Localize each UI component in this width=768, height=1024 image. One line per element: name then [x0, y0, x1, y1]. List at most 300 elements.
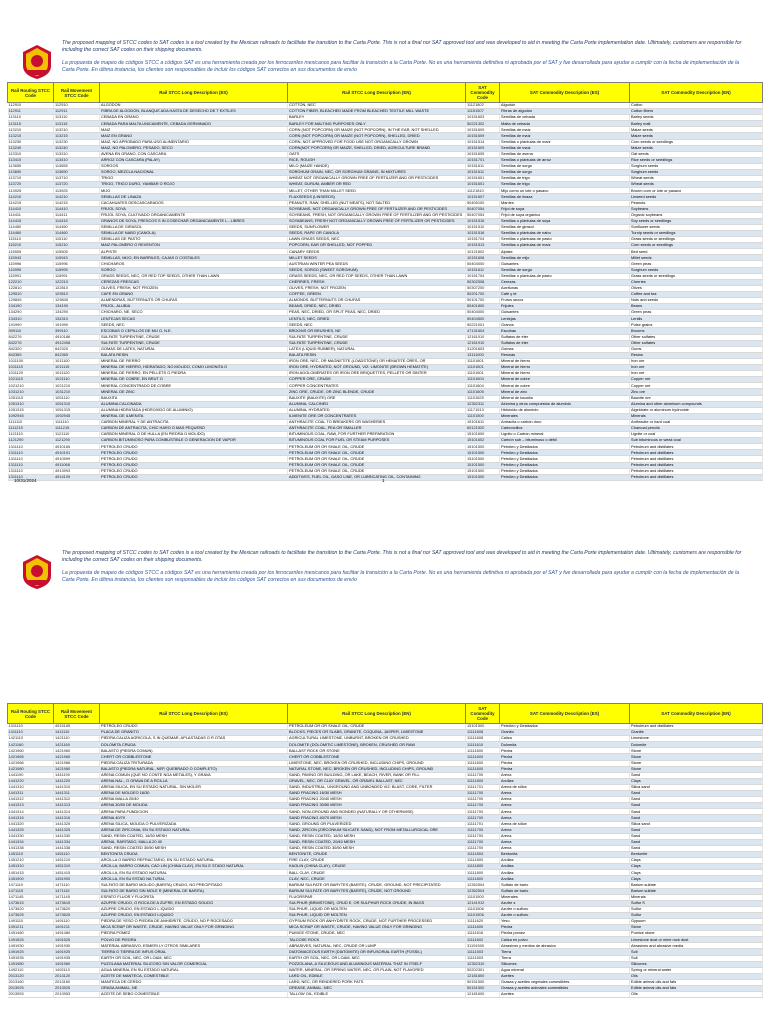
table-cell: 1421980 — [8, 766, 54, 772]
column-header: SAT Commodity Description (ES) — [500, 704, 630, 724]
table-cell: Green peas — [630, 261, 763, 267]
table-cell: ARCILLA, EN SU ESTADO NATURAL — [100, 870, 288, 876]
table-cell: BALLAST ROCK OR STONE — [288, 748, 466, 754]
table-cell: Frijol de soya — [500, 206, 630, 212]
table-cell: 12352311 — [466, 401, 500, 407]
table-cell: 50151500 — [466, 979, 500, 985]
table-cell: SOYBEANS, FRESH, NOT ORGANICALLY GROWN FREE OF FERTILIZER AND OR PESTICIDES — [288, 212, 466, 218]
table-row — [8, 784, 763, 790]
table-cell: Café y té — [500, 291, 630, 297]
table-cell: IRON ORE, NEC, OR MAGNETITE (LOADSTONE) OR HEMATITE ORES, OR — [288, 358, 466, 364]
table-cell: 129510 — [54, 291, 100, 297]
table-cell: Sorghum seeds — [630, 170, 763, 176]
table-row — [8, 212, 763, 218]
table-cell: 11111503 — [466, 949, 500, 955]
table-cell: Minerals — [630, 413, 763, 419]
table-cell: PIEDRA POMEZ — [100, 931, 288, 937]
table-cell: Rice seeds or seedlings — [630, 157, 763, 163]
table-cell: 114410 — [8, 206, 54, 212]
table-cell: LARD OIL, EDIBLE — [288, 973, 466, 979]
table-cell: MINERAL DE ILMENITA — [100, 413, 288, 419]
table-cell: 1021210 — [8, 383, 54, 389]
table-cell: Carbón sub – bituminoso o débil — [500, 438, 630, 444]
table-cell: TALCOSE ROCK — [288, 937, 466, 943]
table-cell: 113210 — [8, 127, 54, 133]
table-cell: 11111610 — [466, 742, 500, 748]
table-cell: Stone — [630, 766, 763, 772]
table-cell: SAND, NON-GROUND AND BONDED (NATURALLY OR OTHERWISE) — [288, 809, 466, 815]
table-cell: Silica sand — [630, 784, 763, 790]
table-cell: 1441312 — [54, 797, 100, 803]
table-cell: Escobas — [500, 328, 630, 334]
table-cell: BAUXITA — [100, 395, 288, 401]
table-cell: 60121520 — [466, 425, 500, 431]
table-cell: Sulfur — [630, 912, 763, 918]
table-cell: GYPSUM ROCK OR ANHYDRITE ROCK, CRUDE, NOT FURTHER PROCESSED — [288, 919, 466, 925]
column-header: Rail STCC Long Description (EN) — [288, 83, 466, 103]
table-cell: 112911 — [54, 109, 100, 115]
table-cell: 129510 — [8, 291, 54, 297]
table-row — [8, 474, 763, 480]
table-cell: AZUFRE CRUDO, EN ESTADO L IQUIDO — [100, 906, 288, 912]
table-cell: PETROLEUM OR OR SHALE OIL, CRUDE — [288, 450, 466, 456]
table-cell: SAND, PAVING OR BUILDING, OR LAKE, BEACH, RIVER, BANK OR FILL — [288, 772, 466, 778]
table-cell: 1441338 — [8, 845, 54, 851]
table-cell: CARBON MINERAL O DE HULLA (EN PIEDRA O MOLIDO) — [100, 432, 288, 438]
table-cell: FLAXSEEDS (LINSEEDS) — [288, 194, 466, 200]
table-cell: Minerales — [500, 894, 630, 900]
table-cell: 50101700 — [466, 298, 500, 304]
table-cell: PIEDRA CALIZA AGRICOLA, S IN QUEMAR, APLASTADAS O R OTAS — [100, 736, 288, 742]
table-cell: Semillas o plántulas de pasto — [500, 273, 630, 279]
table-cell: Limestone — [630, 736, 763, 742]
table-cell: MILLET, OTHER THAN MILLET SEED — [288, 188, 466, 194]
table-cell: 50221001 — [466, 322, 500, 328]
table-cell: ARENA DE MOLDEO 16/30 — [100, 791, 288, 797]
table-cell: Azufre o sulfuro — [500, 912, 630, 918]
table-cell: 1421965 — [8, 754, 54, 760]
table-cell: Petróleo y Destilados — [500, 468, 630, 474]
column-header: Rail STCC Long Description (EN) — [288, 704, 466, 724]
table-cell: 1471145 — [8, 894, 54, 900]
column-header: SAT Commodity Description (EN) — [630, 704, 763, 724]
table-cell: POPCORN, EAR OR SHELLED, NOT POPPED — [288, 243, 466, 249]
table-cell: Caliza — [500, 736, 630, 742]
table-cell: SEMILLAS DE LINAZA — [100, 194, 288, 200]
table-cell: 15101500 — [466, 456, 500, 462]
table-cell: Broom corn or lote or pasavo — [630, 188, 763, 194]
table-cell: BENTONITA CRUDA — [100, 851, 288, 857]
table-cell: SAND, INDUSTRIAL, UNGROUND AND UNBONDED VIZ: BLAST, CORE, FILTER — [288, 784, 466, 790]
table-cell: NATURAL STONE, NEC, BROKEN OR CRUSHED, INCLUDING CHIPS, GROUND — [288, 766, 466, 772]
table-cell: PEANUTS, RAW, SHELLED (NUT MEATS), NOT SALTED — [288, 200, 466, 206]
table-cell: Arcillas — [500, 858, 630, 864]
table-cell: Arena — [500, 833, 630, 839]
table-cell: 11101506 — [466, 912, 500, 918]
table-cell: GRANOS DE SOYA, FRESCOS S IN COSECHAR ORGANICAMENTE L...LIBRES — [100, 218, 288, 224]
table-cell: Other sulfates — [630, 340, 763, 346]
table-cell: COTTON, NEC — [288, 103, 466, 109]
table-cell: Maize seeds — [630, 127, 763, 133]
table-cell: Silica sand — [630, 821, 763, 827]
table-cell: 1441220 — [8, 778, 54, 784]
table-cell: 11111600 — [466, 754, 500, 760]
table-cell: Mineral de cobre — [500, 377, 630, 383]
table-cell: Semillas o plántulas de pasto — [500, 237, 630, 243]
table-cell: 1491980 — [54, 961, 100, 967]
table-cell: Semillas o plántulas de maíz — [500, 139, 630, 145]
table-cell: CEBADA EN GRANO — [100, 115, 288, 121]
table-cell: 13111000 — [466, 352, 500, 358]
table-cell: 399110 — [54, 328, 100, 334]
table-cell: 1421966 — [8, 760, 54, 766]
table-cell: Yeso — [500, 919, 630, 925]
table-cell: 2013160 — [54, 979, 100, 985]
table-cell: Maize seeds — [630, 145, 763, 151]
table-cell: 4910191 — [54, 450, 100, 456]
table-cell: 10151510 — [466, 224, 500, 230]
table-cell: SULPHUR, LIQUID OR MOLTEN — [288, 912, 466, 918]
table-row — [8, 967, 763, 973]
table-cell: 1491110 — [54, 919, 100, 925]
table-cell: BENTONITE, CRUDE — [288, 851, 466, 857]
table-cell: BARIUM SULFATE OR BARYTES (BARITE), CRUDE, GROUND, NOT PRECIPITATED — [288, 882, 466, 888]
table-cell: DIATOMACEOUS EARTH (DIATOMITE) OR INFUSORIAL EARTH (FOSSIL) — [288, 949, 466, 955]
table-cell: 1031210 — [54, 389, 100, 395]
table-cell: Lentejas — [500, 316, 630, 322]
table-cell: 1441310 — [8, 784, 54, 790]
table-cell: Edible animal oils and fats — [630, 986, 763, 992]
table-cell: 4910165 — [54, 444, 100, 450]
table-cell: 1492110 — [8, 967, 54, 973]
table-cell: Dolomita — [500, 742, 630, 748]
table-cell: Stone — [630, 754, 763, 760]
table-cell: TRIGO, TRIGO DURO, YAMBAR O ROJO — [100, 182, 288, 188]
table-cell: Sand — [630, 827, 763, 833]
table-cell: 115996 — [54, 261, 100, 267]
table-cell: 10151609 — [466, 133, 500, 139]
table-cell: Linseed seeds — [630, 194, 763, 200]
table-cell: ARENA COMUN (QUE NO CONTE NGA METALES), Y GRAVA — [100, 772, 288, 778]
table-cell: Petroleum and distillates — [630, 468, 763, 474]
table-cell: 1491480 — [8, 931, 54, 937]
table-cell: CHERT OR COBBLESTONE — [288, 754, 466, 760]
table-cell: 1421110 — [8, 736, 54, 742]
table-cell: 1491930 — [54, 943, 100, 949]
table-cell: Arena — [500, 772, 630, 778]
table-cell: PLACA DE GRANITO — [100, 730, 288, 736]
table-cell: WATER, MINERAL, OR SPRING WATER, NEC, OR PLAIN, NOT FLAVORED — [288, 967, 466, 973]
table-cell: 11101500 — [466, 894, 500, 900]
table-cell: 1473620 — [8, 906, 54, 912]
table-cell: 1441320 — [8, 821, 54, 827]
table-cell: Semillas o plántulas de maíz — [500, 243, 630, 249]
table-cell: 1421110 — [54, 736, 100, 742]
disclaimer-spanish: La propuesta de mapeo de códigos STCC a códigos SAT es una herramienta creada por los ferrocarriles mexicanos para facilitar la transición a la Carta Porte. No es una herramienta definitiva ni aprobada por el SAT y fue desarrollada para ayudar a cumplir con la fecha de implementación de la Carta Porte. En última instancia, los clientes son responsables de incluir los códigos SAT correctos en sus documentos de envío — [62, 60, 740, 73]
table-cell: ALUMINA, HYDRATED — [288, 407, 466, 413]
table-cell: Petróleo y Destilados — [500, 456, 630, 462]
table-cell: 11111503 — [466, 955, 500, 961]
table-cell: BARLEY FOR MALTING PURPOSES ONLY — [288, 121, 466, 127]
table-cell: TIERRA O TIERRA DE INFUS ORIAL — [100, 949, 288, 955]
table-cell: Semillas de maíz — [500, 145, 630, 151]
table-cell: 11111800 — [466, 876, 500, 882]
table-cell: COPPER CONCENTRATES — [288, 383, 466, 389]
table-cell: 1491925 — [54, 949, 100, 955]
table-cell: Piedra — [500, 760, 630, 766]
table-cell: 113115 — [8, 121, 54, 127]
table-cell: Soy seeds or seedlings — [630, 218, 763, 224]
column-header: Rail Routing STCC Code — [8, 704, 54, 724]
table-cell: Sand — [630, 791, 763, 797]
table-cell: 10151609 — [466, 145, 500, 151]
table-cell: Mineral de hierro — [500, 371, 630, 377]
table-cell: Millet seeds — [630, 255, 763, 261]
table-cell: ARCILLA, BARRO COMUN, CAO LIN (CHINA CLAY), EN SU E STADO NATURAL — [100, 864, 288, 870]
table-cell: PUZOLANA MATERIAL SILICOSO SIN VALOR COMERCIAL — [100, 961, 288, 967]
cpkc-logo-icon — [20, 44, 54, 80]
table-cell: Arena de sílice — [500, 784, 630, 790]
table-cell: 1473615 — [8, 900, 54, 906]
table-cell: 1311110 — [8, 450, 54, 456]
table-cell: 122810 — [8, 285, 54, 291]
table-cell: 1441310 — [54, 784, 100, 790]
table-cell: Mineral de cobre — [500, 383, 630, 389]
table-cell: Sorghum seeds — [630, 267, 763, 273]
table-cell: SEEDS, SORGO (SWEET SORGHUM) — [288, 267, 466, 273]
table-cell: 2013925 — [54, 986, 100, 992]
disclaimer-english: The proposed mapping of STCC codes to SAT codes is a tool created by the Mexican railroads to facilitate the transition to the Carta Porte. This is not a final nor SAT approved tool and was developed to aid in meeting the Carta Porte implementation date. Ultimately, customers are responsible for including the correct SAT codes on their shipping documents. — [62, 550, 742, 563]
table-cell: 10151516 — [466, 218, 500, 224]
table-cell: 11101625 — [466, 395, 500, 401]
table-cell: 134310 — [54, 316, 100, 322]
table-cell: 1031210 — [8, 389, 54, 395]
table-cell: Fibras de algodón — [500, 109, 630, 115]
table-cell: PETROLEO CRUDO — [100, 468, 288, 474]
table-cell: 115943 — [54, 255, 100, 261]
table-cell: 1441313 — [54, 803, 100, 809]
table-cell: Algodón — [500, 103, 630, 109]
table-cell: SAND FRACING 30/50 MESH — [288, 803, 466, 809]
table-cell: SAND, RESIN COATED, 16/30 MESH — [288, 833, 466, 839]
table-cell: Abrasives and abrasive media — [630, 943, 763, 949]
table-cell: Arena de sílice — [500, 821, 630, 827]
table-cell: SULFATE TURPENTINE, CRUDE — [288, 334, 466, 340]
table-cell: Beans — [630, 304, 763, 310]
table-cell: 113690 — [8, 170, 54, 176]
table-cell: 1491935 — [54, 955, 100, 961]
table-cell: Dolomite — [630, 742, 763, 748]
table-cell: BROOMS OR BRUSHES, NE — [288, 328, 466, 334]
table-cell: Arena — [500, 827, 630, 833]
table-cell: ALMENDRAS, BUTTERNUTS OR CHUFAS — [100, 298, 288, 304]
table-cell: 1411110 — [8, 730, 54, 736]
table-cell: DOLOMITA CRUDA — [100, 742, 288, 748]
table-cell: 113240 — [8, 145, 54, 151]
table-cell: Clays — [630, 870, 763, 876]
table-cell: FRIJOL SOYA, CULTIVADO ORGANICAMENTE — [100, 212, 288, 218]
table-cell: 15101500 — [466, 468, 500, 474]
table-cell: ABRASIVES, NATURAL, NEC, CRUDE OR LUMP — [288, 943, 466, 949]
table-cell: CORN (NOT POPCORN) OR MAIZE (NOT POPCORN), SHELLED, DRIED — [288, 133, 466, 139]
table-cell: SOYBEANS, NOT ORGANICALLY GROWN FREE OF FERTILIZER AND OR PESTICIDES — [288, 206, 466, 212]
table-cell: Bauxite ore — [630, 395, 763, 401]
table-cell: CHERRIES, FRESH — [288, 279, 466, 285]
table-cell: Piedra — [500, 754, 630, 760]
table-cell: SAND, RESIN COATED 30/50 MESH — [288, 845, 466, 851]
table-cell: Sub bituminous or weak coal — [630, 438, 763, 444]
table-cell: 1092945 — [54, 413, 100, 419]
table-cell: 1451900 — [8, 876, 54, 882]
table-cell: Bentonite — [630, 851, 763, 857]
table-cell: 113240 — [54, 145, 100, 151]
table-cell: Spring or mineral water — [630, 967, 763, 973]
table-cell: ALUMINA, CALCINED — [288, 401, 466, 407]
table-row — [8, 145, 763, 151]
table-cell: 113110 — [8, 115, 54, 121]
table-cell: 1421980 — [54, 766, 100, 772]
table-cell: MILO (MAIZE HANDE) — [288, 163, 466, 169]
table-cell: 115505 — [8, 249, 54, 255]
table-cell: 10151611 — [466, 267, 500, 273]
table-cell: Lignito o Carbón mineral — [500, 432, 630, 438]
table-cell: ESPATO FLUOR Y FLUORITA — [100, 894, 288, 900]
table-cell: 11111800 — [466, 870, 500, 876]
table-cell: 113710 — [54, 176, 100, 182]
column-header: SAT Commodity Description (ES) — [500, 83, 630, 103]
table-cell: Petróleo y Destilados — [500, 444, 630, 450]
table-cell: Clays — [630, 876, 763, 882]
table-cell: Caliza en polvo — [500, 937, 630, 943]
table-cell: SULFATE TURPENTINE, CRUDE — [100, 334, 288, 340]
table-cell: Piedra pómez — [500, 931, 630, 937]
table-cell: CANARY SEEDS — [288, 249, 466, 255]
table-cell: 11111608 — [466, 736, 500, 742]
table-cell: Green peas — [630, 310, 763, 316]
table-cell: Gums — [630, 346, 763, 352]
table-cell: 4913993 — [54, 468, 100, 474]
table-cell: Sulfato de bario — [500, 882, 630, 888]
table-cell: CORN, NOT APPROVED FOR FOOD USE NOT ORGANICALLY GROWN — [288, 139, 466, 145]
document-page-2 — [0, 510, 768, 1024]
table-cell: Gypsum — [630, 919, 763, 925]
table-cell: Alpiste — [500, 249, 630, 255]
column-header: SAT Commodity Description (EN) — [630, 83, 763, 103]
table-cell: Wheat seeds — [630, 176, 763, 182]
table-cell: CEREZAS FRESCAS — [100, 279, 288, 285]
table-row — [8, 109, 763, 115]
table-cell: IRON AGGLOMERATES OR IRON ORE BRIQUETTES, PELLETS OR SINTER — [288, 371, 466, 377]
table-cell: MAIZ PALOMERO O REVENTON — [100, 243, 288, 249]
table-cell: PUMICE STONE, CRUDE, NEC — [288, 931, 466, 937]
table-cell: Soil — [630, 955, 763, 961]
table-cell: 1111215 — [54, 425, 100, 431]
document-page-1 — [0, 0, 768, 500]
table-cell: Grass seeds or seedlings — [630, 237, 763, 243]
table-cell: MAIZ EN GRANO — [100, 133, 288, 139]
table-cell: EARTH OR SOIL, NEC, OR LOAM, NEC — [100, 955, 288, 961]
table-row — [8, 133, 763, 139]
table-cell: 12161910 — [466, 340, 500, 346]
table-cell: 1441311 — [54, 791, 100, 797]
table-cell: CACAHUATES DESCASCARADOS — [100, 200, 288, 206]
table-cell: 115991 — [8, 273, 54, 279]
table-cell: 10151701 — [466, 157, 500, 163]
table-cell: MILLET SEEDS — [288, 255, 466, 261]
table-cell: 113215 — [8, 133, 54, 139]
table-cell: ARENA 40/70 — [100, 815, 288, 821]
table-cell: 1492110 — [54, 967, 100, 973]
table-cell: 113690 — [54, 170, 100, 176]
table-cell: MINERAL DE COBRE, EN BRUT O — [100, 377, 288, 383]
table-cell: 50302508 — [466, 279, 500, 285]
table-cell: SULFATO DE BARIO SIN MOLE R (MINERAL DE BARITA) — [100, 888, 288, 894]
table-cell: Barley seeds — [630, 115, 763, 121]
table-cell: GREASE, ANIMAL, NEC — [288, 986, 466, 992]
table-cell: 134290 — [8, 310, 54, 316]
table-cell: 15101500 — [466, 444, 500, 450]
table-cell: Mijo como un lote o pasavo — [500, 188, 630, 194]
table-cell: 114411 — [8, 212, 54, 218]
table-cell: 1441320 — [54, 821, 100, 827]
table-cell: OLIVES, FRESH, NOT FROZEN — [100, 285, 288, 291]
table-cell: 1441314 — [8, 809, 54, 815]
table-cell: Sulfato de bario — [500, 888, 630, 894]
table-cell: 4914109 — [54, 474, 100, 480]
table-row — [8, 139, 763, 145]
table-cell: 50201700 — [466, 291, 500, 297]
table-cell: 11111800 — [466, 864, 500, 870]
table-cell: ARENA 30/50 DE MOLIDA — [100, 803, 288, 809]
table-cell: 1121290 — [8, 438, 54, 444]
table-cell: 50404000 — [466, 310, 500, 316]
column-header: Rail Movement STCC Code — [54, 704, 100, 724]
cpkc-logo-icon — [20, 554, 54, 590]
table-cell: PETROLEO CRUDO — [100, 474, 288, 480]
table-cell: 1311110 — [8, 456, 54, 462]
table-cell: 115991 — [54, 273, 100, 279]
table-cell: AZUFRE CRUDO, O ROCA DE A ZUFRE, EN ESTADO SOLIDO — [100, 900, 288, 906]
table-cell: Sand — [630, 845, 763, 851]
table-cell: ARROZ CON CASCARA (PALAY) — [100, 157, 288, 163]
table-cell: 10151611 — [466, 163, 500, 169]
table-cell: MATERIAL ABRASIVO, ESMERI LY OTROS SIMILARES — [100, 943, 288, 949]
table-cell: 15101500 — [466, 450, 500, 456]
table-cell: 11111700 — [466, 809, 500, 815]
table-cell: Barley malt — [630, 121, 763, 127]
table-cell: Bentonita — [500, 851, 630, 857]
table-cell: PETROLEO CRUDO — [100, 456, 288, 462]
table-cell: Malta de cebada — [500, 121, 630, 127]
table-cell: 4910599 — [54, 456, 100, 462]
table-cell: 1051310 — [8, 401, 54, 407]
table-cell: Sulfatos de éter — [500, 340, 630, 346]
table-cell: 1473625 — [54, 912, 100, 918]
table-cell: 1111110 — [8, 419, 54, 425]
table-cell: Lentils — [630, 316, 763, 322]
table-cell: 1491525 — [8, 937, 54, 943]
table-cell: 114210 — [54, 194, 100, 200]
table-cell: 114415 — [54, 218, 100, 224]
table-cell: Arcillas — [500, 778, 630, 784]
table-cell: 11111620 — [466, 919, 500, 925]
table-cell: Other sulfates — [630, 334, 763, 340]
table-cell: Silicones — [630, 961, 763, 967]
table-cell: 1451310 — [54, 864, 100, 870]
table-row — [8, 273, 763, 279]
table-cell: Iron ore — [630, 365, 763, 371]
table-cell: Semillas de linaza — [500, 194, 630, 200]
